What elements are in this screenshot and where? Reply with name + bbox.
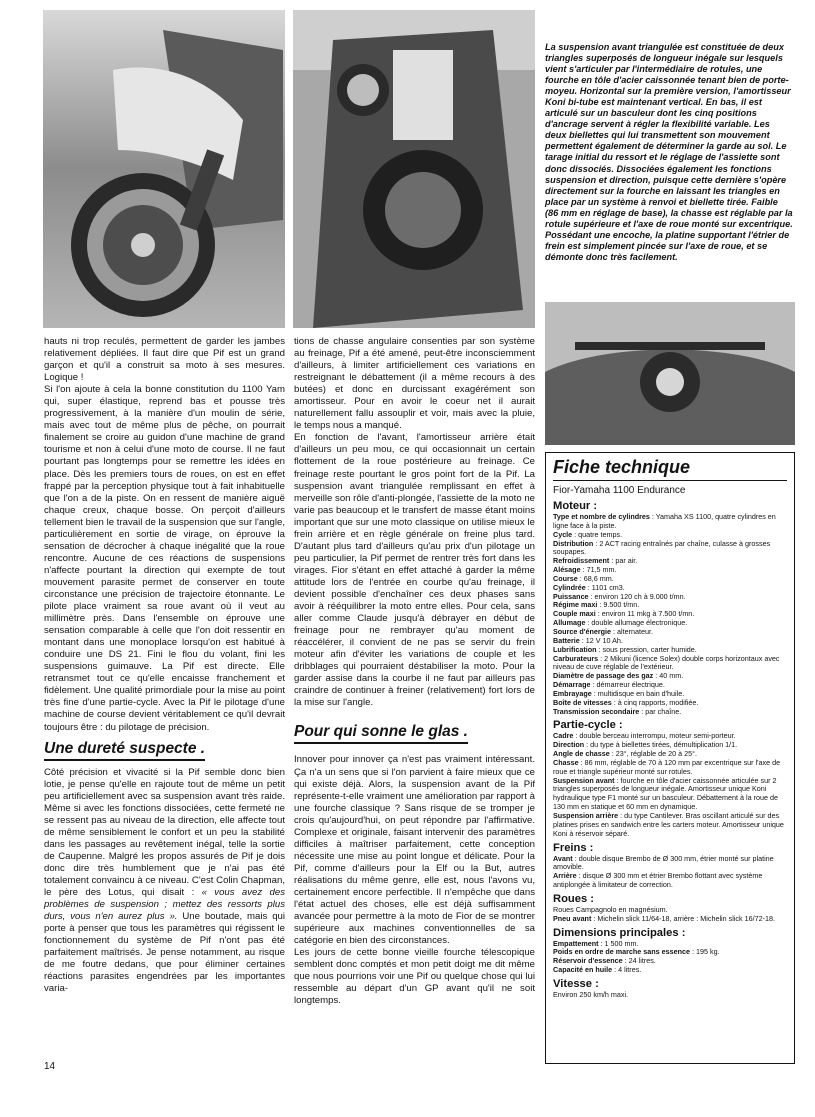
fiche-spec-key: Arrière [553,871,577,881]
fiche-spec-value: : 2 ACT racing entraînés par chaîne, culasse à grosses soupapes. [553,538,771,557]
section-heading: Une dureté suspecte . [44,740,285,761]
fiche-spec-line [553,812,787,839]
fiche-spec-line [553,777,787,812]
fiche-spec-value: : double disque Brembo de Ø 300 mm, étrier monté sur platine amovible. [553,853,774,872]
fiche-spec-key: Suspension avant [553,775,615,785]
fiche-spec-value: : 2 Mikuni (licence Solex) double corps horizontaux avec niveau de cuve réglable de l'extérieur. [553,653,780,672]
fiche-spec-value: : fourche en tôle d'acier caissonnée articulée sur 2 triangles superposés de longueur inégale. Amortisseur unique Koni hydraulique type F1 monté sur un basculeur. Débattement à la roue de 130 mm en statique et 60 mm en dynamique. [553,775,778,812]
paragraph [44,767,285,996]
fiche-spec-line [553,872,787,890]
paragraph: En fonction de l'avant, l'amortisseur arrière était d'ailleurs un peu mou, ce qui occasionnait un certain flottement de la roue postérieure au freinage. Ce freinage reste pourtant le gros point fort de la Pif. La suspension avant triangulée remplissant en effet à merveille son rôle d'anti-plongée, l'assiette de la moto ne varie pas beaucoup et le transfert de masse étant moins important que sur une moto classique on utilise mieux le frein arrière et en règle générale on freine plus tard. D'autant plus tard d'ailleurs qu'au prix d'un pilotage un peu particulier, la Pif permet de rentrer très fort dans les virages. Fior s'étant en effet attaché à garder la même attitude lors de l'entrée en courbe qu'au freinage, il devient possible d'enchaîner ces deux phases sans avoir à rééquilibrer la moto entre elles. Pour cela, sans aller comme Claude jusqu'à débrayer en début de freinage pour ne rembrayer qu'au moment de réaccélérer, il convient de ne pas se servir du frein moteur afin d'éviter les variations de couple et les dribblages qui pourraient déstabiliser la moto. Pour la garder assise dans la courbe il ne faut par ailleurs pas craindre de continuer à freiner (relativement) fort lors de la mise sur l'angle. [294,432,535,709]
heading-text: Une dureté suspecte [44,739,197,757]
fiche-spec-key: Direction [553,740,585,750]
handlebar-photo [545,302,795,445]
fiche-spec-value: : par chaîne. [639,706,682,716]
fiche-title: Fiche technique [553,457,691,477]
fiche-spec-key: Course [553,573,578,583]
fiche-spec-key: Source d'énergie [553,626,612,636]
fiche-spec-key: Poids en ordre de marche sans essence [553,947,691,957]
fiche-spec-value: : multidisque en bain d'huile. [591,688,685,698]
photo-caption: La suspension avant triangulée est constituée de deux triangles superposés de longueur inégale sur lesquels vient s'articuler par l'intermédiaire de rotules, une fourche en tôle d'acier caissonnée tenant bien de porte-moyeu. Horizontal sur la première version, l'amortisseur Koni bi-tube est maintenant vertical. En bas, il est articulé sur un basculeur dont les cinq positions d'ancrage servent à régler la flexibilité variable. Les deux biellettes qui lui transmettent son mouvement permettent également de déterminer la garde au sol. Le tarage initial du ressort et le réglage de l'assiette sont donc dissociés. Dissociées également les fonctions suspension et direction, puisque cette dernière s'opère directement sur la fourche en laissant les triangles en place par un système à renvoi et biellette tirée. Faible (86 mm en réglage de base), la chasse est réglable par la rotule supérieure et l'axe de roue monté sur excentrique. Possédant une encoche, la platine supportant l'étrier de frein est simplement pincée sur l'axe de roue, et se démonte donc très facilement. [545,42,793,262]
fiche-spec-key: Diamètre de passage des gaz [553,671,654,681]
fiche-spec-value: : Yamaha XS 1100, quatre cylindres en ligne face à la piste. [553,512,776,530]
fiche-spec-key: Capacité en huile [553,965,613,975]
fiche-spec-key: Couple maxi [553,609,596,619]
fiche-spec-key: Régime maxi [553,600,598,610]
fiche-spec-value: : 23°, réglable de 20 à 25°. [609,749,698,759]
fiche-spec-value: : double allumage électronique. [585,618,688,628]
fiche-spec-value: : 86 mm, réglable de 70 à 120 mm par excentrique sur l'axe de roue et triangle supérieur monté sur rotules. [553,757,781,776]
fiche-spec-key: Cadre [553,731,574,741]
page-number: 14 [44,1061,56,1072]
fiche-spec-key: Boîte de vitesses [553,697,612,707]
fiche-spec-key: Allumage [553,618,586,628]
fiche-spec-key: Type et nombre de cylindres [553,512,650,521]
fiche-spec-value: : par air. [609,556,638,566]
fiche-spec-line [553,655,787,673]
fiche-spec-line [553,915,787,924]
fiche-spec-value: Environ 250 km/h maxi. [553,989,629,999]
fiche-spec-key: Puissance [553,591,589,601]
fiche-spec-key: Cycle [553,529,573,539]
fiche-spec-value: : 195 kg. [690,947,720,957]
fiche-spec-value: : 68,6 mm. [577,573,614,583]
section-heading: Pour qui sonne le glas . [294,723,535,744]
column-2 [294,336,535,1007]
fiche-spec-value: : 1101 cm3. [585,582,625,592]
fiche-spec-value: : 4 litres. [612,965,642,975]
front-wheel-photo [43,10,285,328]
fiche-spec-value: : Michelin slick 11/64-18, arrière : Michelin slick 16/72-18. [591,913,775,923]
fiche-section-title: Vitesse : [553,977,599,990]
quote: « vous avez des problèmes de suspension ; mettez des ressorts plus durs, vous n'en aurez plus ». [44,887,285,923]
fiche-spec-key: Distribution [553,538,594,548]
paragraph: Si l'on ajoute à cela la bonne constitution du 1100 Yam qui, super élastique, reprend bas et pousse très progressivement, à la manière d'un moulin de série, mais avec tout de même plus de pêche, on pourrait finalement se croire au guidon d'une machine de grand tourisme et non à celui d'une moto de course. Il ne faut pourtant pas longtemps pour se remettre les idées en place. Dès les premiers tours de roues, on est en effet frappé par la perception physique tout à fait inhabituelle que l'on a de la piste. On en ressent de manière aiguë chaque creux, chaque bosse. On perçoit d'ailleurs tellement bien le travail de la suspension que sur l'angle, particulièrement en sortie de virage, on éprouve la sensation de décrocher à chaque inégalité que la roue rencontre. Aucune de ces réactions de suspensions n'affecte pourtant la direction qui exempte de tout mouvement parasite permet de conserver en toute circonstance une précision de trajectoire étonnante. Le pilote place vraiment sa roue avant où il veut au millimètre près. Dans l'ensemble on éprouve une sensation comparable à celle que l'on doit ressentir en montant dans une monoplace lorsqu'on est habitué à conduire une DS 21. Fini le flou du volant, fini les suspensions guimauve. La Pif est directe. Elle retransmet tout ce qu'elle encaisse franchement et fidèlement. Une qualité primordiale pour la mise au point très fine d'une partie-cycle. Avec la Pif le pilotage d'une machine de course devient véritablement ce qu'il devrait toujours être : du pilotage de précision. [44,384,285,733]
fiche-subtitle: Fior-Yamaha 1100 Endurance [553,480,787,497]
fiche-spec-key: Pneu avant [553,913,592,923]
motorcycle-front-photo [293,10,535,328]
fiche-spec-key: Angle de chasse [553,749,610,759]
fiche-spec-value: Roues Campagnolo en magnésium. [553,904,668,914]
fiche-spec-line [553,966,787,975]
fiche-sections [553,500,787,1000]
fiche-technique-box [545,452,795,1064]
fiche-spec-value: : 1 500 mm. [598,938,639,948]
fiche-spec-key: Alésage [553,565,581,575]
fiche-spec-value: : 9.500 t/mn. [597,600,640,610]
fiche-spec-key: Embrayage [553,688,592,698]
fiche-section-title: Freins : [553,841,594,854]
fiche-spec-key: Carburateurs [553,653,599,663]
fiche-spec-value: : du type Cantilever. Bras oscillant articulé sur des platines prises en sandwich entre les carters moteur. Amortisseur unique Koni à réservoir séparé. [553,811,784,838]
fiche-spec-value: : du type à biellettes tirées, démultiplication 1/1. [584,740,738,750]
fiche-spec-key: Démarrage [553,680,591,690]
fiche-spec-key: Empattement [553,938,599,948]
fiche-spec-key: Chasse [553,757,579,767]
paragraph: Innover pour innover ça n'est pas vraiment intéressant. Ça n'a un sens que si l'on parvient à faire mieux que ce qui existe déjà. Alors, la suspension avant de la Pif représente-t-elle vraiment une amélioration par rapport à une fourche classique ? Sans risque de se tromper je crois qu'aujourd'hui, on peut répondre par l'affirmative. Complexe et originale, faisant intervenir des paramètres difficiles à maîtriser parfaitement, cette conception nécessite une mise au point longue et délicate. Pour la Pif, comme d'ailleurs pour la Elf ou la But, autres réalisations du même genre, elle est, nous l'avons vu, certainement encore perfectible. Il n'empêche que dans l'état actuel des choses, elle est déjà suffisamment avancée pour permettre à la moto de Fior de se montrer supérieure aux machines conventionnelles de sa catégorie en bien des circonstances. [294,754,535,947]
paragraph: tions de chasse angulaire consenties par son système au freinage, Pif a été amené, peut-être inconsciemment d'ailleurs, à limiter artificiellement ces variations en restreignant le débattement (il a même recours à des butées) et donc en durcissant exagérément son amortisseur. Pour en avoir le coeur net il aurait naturellement fallu assouplir et voir, mais avec la pluie, le temps nous a manqué. [294,336,535,432]
fiche-spec-value: : environ 120 ch à 9.000 t/mn. [588,591,686,601]
paragraph-text: Une boutade, mais qui porte à penser que tous les paramètres qui régissent le fonctionnement du système de Pif n'ont pas été parfaitement maîtrisés. Je pense notamment, au risque de me foutre dedans, que pour éliminer certaines réactions parasites engendrées par les importantes varia- [44,911,285,995]
fiche-spec-value: : à cinq rapports, modifiée. [611,697,699,707]
fiche-spec-value: : quatre temps. [572,529,623,539]
fiche-spec-value: : 24 litres. [622,956,656,966]
fiche-spec-key: Batterie [553,635,580,645]
fiche-spec-line [553,759,787,777]
fiche-spec-value: : environ 11 mkg à 7.500 t/mn. [595,609,695,619]
fiche-spec-value: : disque Ø 300 mm et étrier Brembo flottant avec système antiplongée à limitateur de correction. [553,871,763,890]
heading-text: Pour qui sonne le glas [294,723,460,741]
fiche-spec-line [553,708,787,717]
fiche-spec-key: Avant [553,853,573,863]
fiche-spec-value: : 40 mm. [653,671,684,681]
fiche-spec-value: : 12 V 10 Ah. [579,635,623,645]
fiche-spec-line [553,540,787,558]
fiche-spec-line [553,991,787,1000]
fiche-spec-value: : alternateur. [611,626,653,636]
fiche-spec-key: Lubrification [553,644,597,654]
fiche-spec-value: : double berceau interrompu, moteur semi-porteur. [573,731,736,741]
column-1 [44,336,285,995]
fiche-section-title: Roues : [553,892,595,905]
paragraph: hauts ni trop reculés, permettent de garder les jambes relativement dépliées. Il faut dire que Pif est un grand garçon et qu'il a construit sa moto à ses mesures. Logique ! [44,336,285,384]
fiche-spec-key: Cylindrée [553,582,586,592]
paragraph: Les jours de cette bonne vieille fourche télescopique semblent donc comptés et mon petit doigt me dit même que nous pourrions voir une Pif ou quelque chose qui lui ressemble au départ d'un GP avant qu'il ne soit longtemps. [294,947,535,1007]
fiche-spec-value: : démarreur électrique. [590,680,665,690]
fiche-spec-key: Transmission secondaire [553,706,640,716]
fiche-spec-line [553,513,787,531]
fiche-spec-key: Réservoir d'essence [553,956,623,966]
paragraph-text: Côté précision et vivacité si la Pif semble donc bien lotie, je pense qu'elle en rajoute tout de même un petit peu artificiellement avec sa suspension avant très raide. Même si avec les fonctions dissociées, cette fermeté ne se ressent pas au niveau de la direction, elle affecte tout de même sensiblement le confort et un peu la stabilité dans les passages au revêtement inégal, telle la sortie de Caupenne. Malgré les propos assurés de Pif je dois donc dire très humblement que je n'ai pas été totalement convaincu à ce niveau. C'est Colin Chapman, le père des Lotus, qui disait : [44,766,285,899]
fiche-spec-key: Refroidissement [553,556,610,566]
fiche-spec-key: Suspension arrière [553,811,619,820]
fiche-section-title: Dimensions principales : [553,926,686,939]
fiche-section-title: Moteur : [553,500,598,512]
fiche-spec-value: : sous pression, carter humide. [596,644,697,654]
fiche-spec-line [553,855,787,873]
fiche-section-title: Partie-cycle : [553,719,623,732]
fiche-spec-value: : 71,5 mm. [580,565,617,575]
